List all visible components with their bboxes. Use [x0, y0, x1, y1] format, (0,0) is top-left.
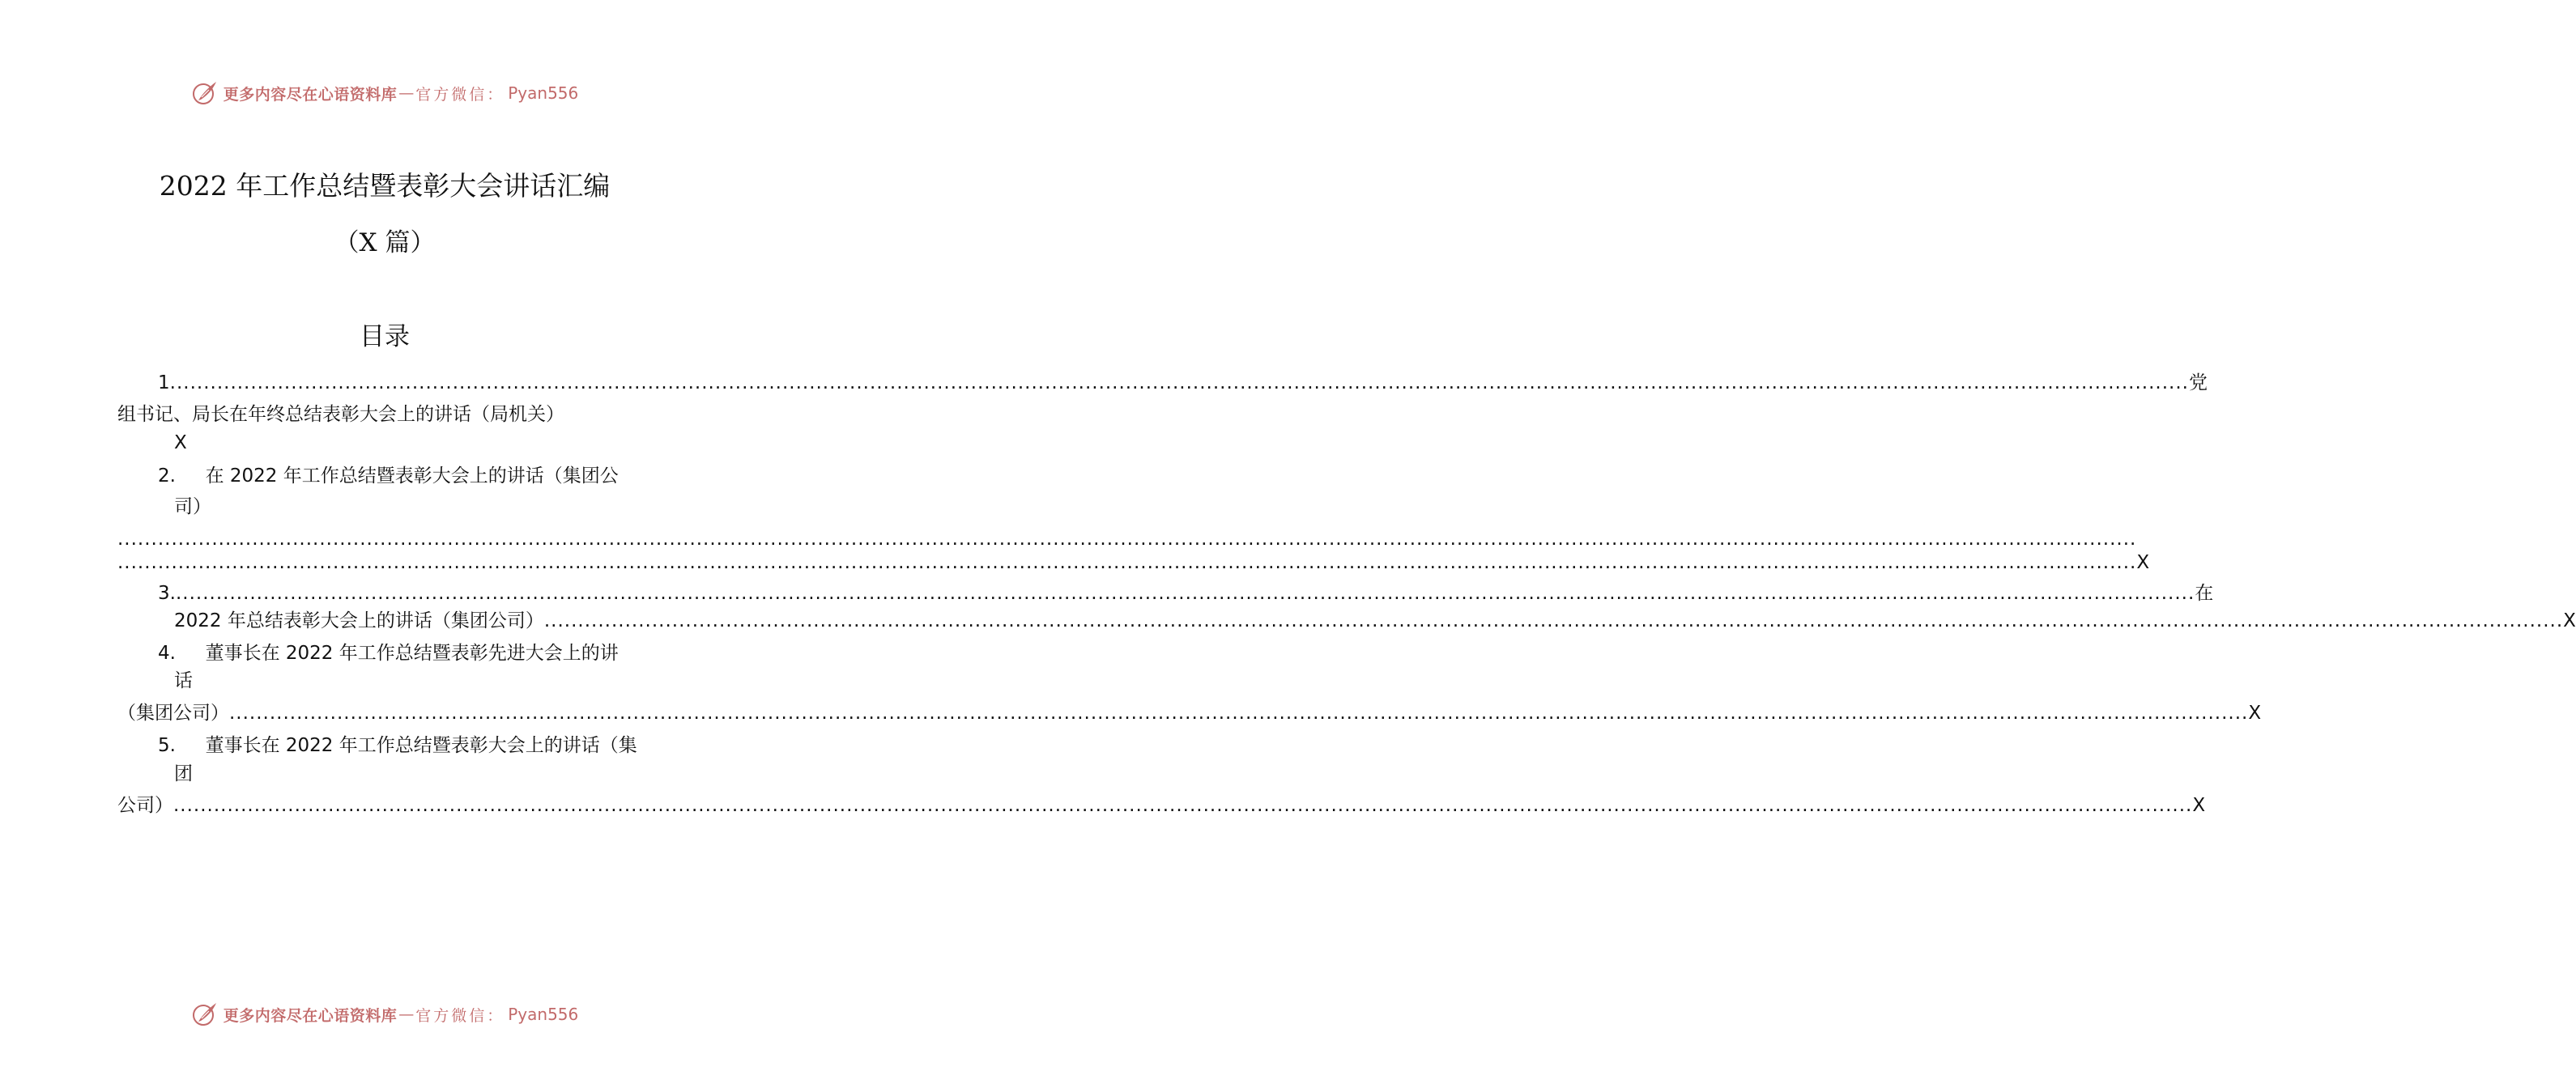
toc-entry-text: 话 — [174, 670, 193, 691]
toc-entry-page: X — [2563, 610, 2576, 631]
toc-entry-text: 2022 年总结表彰大会上的讲话（集团公司） — [174, 610, 544, 631]
watermark-main-text: 更多内容尽在心语资料库 — [223, 85, 398, 104]
toc-leader-dots: ............................................................................................................................................................................................................................................................................................................ — [175, 583, 2195, 604]
watermark-separator: — — [398, 84, 415, 102]
toc-entry-text: 董事长在 2022 年工作总结暨表彰先进大会上的讲 — [205, 643, 619, 664]
watermark-main-text: 更多内容尽在心语资料库 — [223, 1006, 398, 1025]
watermark-wechat-id: Pyan556 — [508, 1005, 579, 1024]
watermark-wechat-label: 官方微信： — [415, 85, 505, 104]
toc-leader-dots: ............................................................................................................................................................................................................................................................................................................ — [543, 610, 2564, 631]
toc-leader-dots: ............................................................................................................................................................................................................................................................................................................ — [229, 703, 2249, 724]
toc-entry-page: X — [174, 432, 187, 453]
toc-entry-text: 司） — [174, 496, 211, 517]
toc-leader-dots: ............................................................................................................................................................................................................................................................................................................ — [173, 795, 2193, 816]
toc-entry-number: 4. — [158, 643, 176, 664]
quill-logo-icon — [191, 1001, 219, 1028]
toc-entry-number: 3. — [158, 583, 176, 604]
toc-entry-number: 5. — [158, 735, 176, 756]
document-subtitle: （X 篇） — [334, 228, 436, 257]
toc-entry-page: X — [2248, 703, 2262, 724]
quill-logo-icon — [191, 79, 219, 107]
watermark-separator: — — [398, 1005, 415, 1023]
document-title: 2022 年工作总结暨表彰大会讲话汇编 — [159, 170, 611, 202]
toc-entry-page: X — [2136, 552, 2150, 573]
header-watermark — [0, 77, 769, 109]
footer-watermark — [0, 998, 769, 1031]
toc-entry-text: （集团公司） — [117, 703, 229, 724]
toc-entry-text: 组书记、局长在年终总结表彰大会上的讲话（局机关） — [117, 404, 564, 425]
watermark-wechat-id: Pyan556 — [508, 83, 579, 103]
toc-leader-dots: ............................................................................................................................................................................................................................................................................................................ — [117, 529, 2137, 550]
toc-entry-number: 2. — [158, 465, 176, 487]
watermark-wechat-label: 官方微信： — [415, 1006, 505, 1025]
toc-entry-text: 党 — [2188, 372, 2208, 393]
toc-entry-text: 在 2022 年工作总结暨表彰大会上的讲话（集团公 — [205, 465, 619, 487]
toc-leader-dots: ............................................................................................................................................................................................................................................................................................................ — [117, 552, 2137, 573]
toc-entry-text: 在 — [2195, 583, 2214, 604]
toc-leader-dots: ............................................................................................................................................................................................................................................................................................................ — [169, 372, 2189, 393]
toc-entry-text: 董事长在 2022 年工作总结暨表彰大会上的讲话（集 — [205, 735, 637, 756]
toc-entry-text: 团 — [174, 763, 193, 784]
toc-entry-text: 公司） — [117, 795, 173, 816]
toc-entry-number: 1 — [158, 372, 170, 393]
toc-entry-page: X — [2192, 795, 2206, 816]
toc-heading: 目录 — [360, 322, 410, 351]
